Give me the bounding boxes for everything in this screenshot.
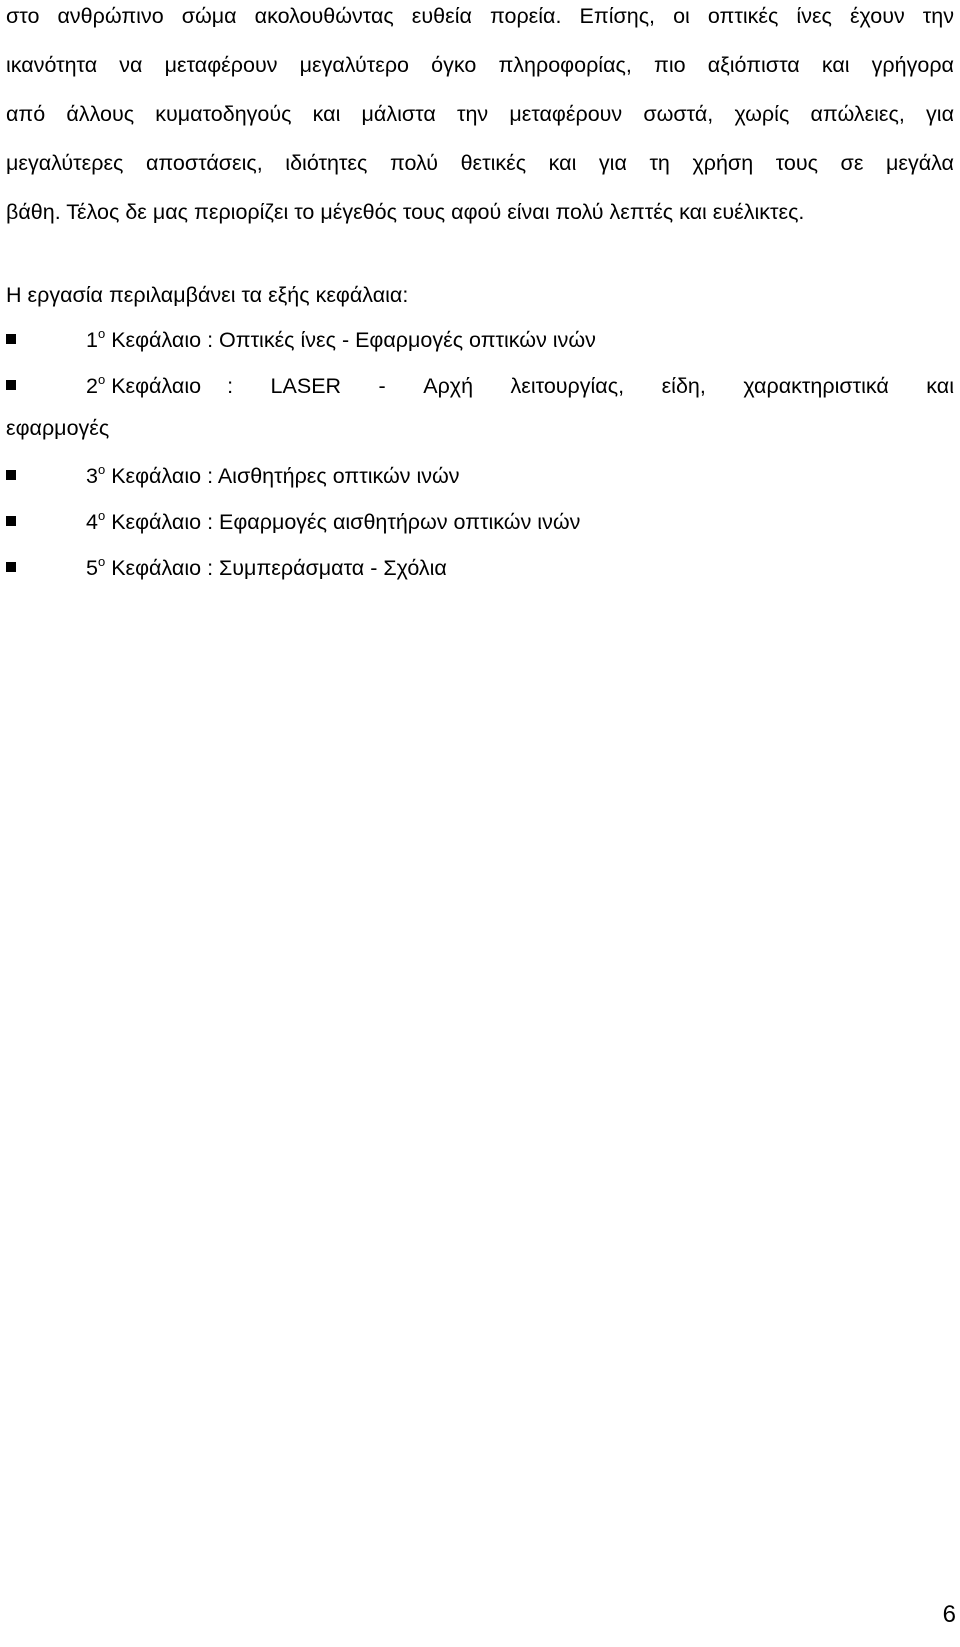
body-paragraph xyxy=(6,0,954,237)
chapter-number: 3 xyxy=(86,464,98,488)
chapter-text xyxy=(86,502,580,542)
chapter-text xyxy=(86,366,954,406)
chapter-label: Κεφάλαιο xyxy=(111,510,202,534)
chapter-ordinal: ο xyxy=(97,508,106,523)
chapter-label: Κεφάλαιο xyxy=(111,556,202,580)
chapter-title: : LASER - Αρχή λειτουργίας, είδη, χαρακτηριστικά και xyxy=(227,374,954,398)
paragraph-line: βάθη. Τέλος δε μας περιορίζει το μέγεθός τους αφού είναι πολύ λεπτές και ευέλικτες. xyxy=(6,200,805,224)
chapter-number: 1 xyxy=(86,328,98,352)
paragraph-line: μεγαλύτερες αποστάσεις, ιδιότητες πολύ θετικές και για τη χρήση τους σε μεγάλα xyxy=(6,151,954,175)
chapter-label: Κεφάλαιο xyxy=(111,328,202,352)
chapter-title: : Συμπεράσματα - Σχόλια xyxy=(207,556,447,580)
chapter-label: Κεφάλαιο xyxy=(111,374,202,398)
chapters-intro: Η εργασία περιλαμβάνει τα εξής κεφάλαια: xyxy=(6,283,409,307)
chapter-text xyxy=(86,548,447,588)
chapter-ordinal: ο xyxy=(97,554,106,569)
chapter-ordinal: ο xyxy=(97,462,106,477)
chapter-title: : Οπτικές ίνες - Εφαρμογές οπτικών ινών xyxy=(207,328,596,352)
chapter-title: : Αισθητήρες οπτικών ινών xyxy=(207,464,460,488)
page-number: 6 xyxy=(942,1601,956,1628)
square-bullet-icon xyxy=(6,516,16,526)
chapter-ordinal: ο xyxy=(97,326,106,341)
chapter-number: 2 xyxy=(86,374,98,398)
paragraph-line: από άλλους κυματοδηγούς και μάλιστα την μεταφέρουν σωστά, χωρίς απώλειες, για xyxy=(6,102,954,126)
chapter-title: : Εφαρμογές αισθητήρων οπτικών ινών xyxy=(207,510,581,534)
paragraph-line: ικανότητα να μεταφέρουν μεγαλύτερο όγκο πληροφορίας, πιο αξιόπιστα και γρήγορα xyxy=(6,53,954,77)
chapter-text xyxy=(86,320,596,360)
paragraph-line: στο ανθρώπινο σώμα ακολουθώντας ευθεία πορεία. Επίσης, οι οπτικές ίνες έχουν την xyxy=(6,4,954,28)
chapter-text xyxy=(86,456,460,496)
chapter-number: 4 xyxy=(86,510,98,534)
square-bullet-icon xyxy=(6,380,16,390)
chapter-number: 5 xyxy=(86,556,98,580)
chapter-label: Κεφάλαιο xyxy=(111,464,202,488)
square-bullet-icon xyxy=(6,334,16,344)
square-bullet-icon xyxy=(6,562,16,572)
chapter-ordinal: ο xyxy=(97,372,106,387)
chapter-title-continuation: εφαρμογές xyxy=(6,416,110,440)
square-bullet-icon xyxy=(6,470,16,480)
